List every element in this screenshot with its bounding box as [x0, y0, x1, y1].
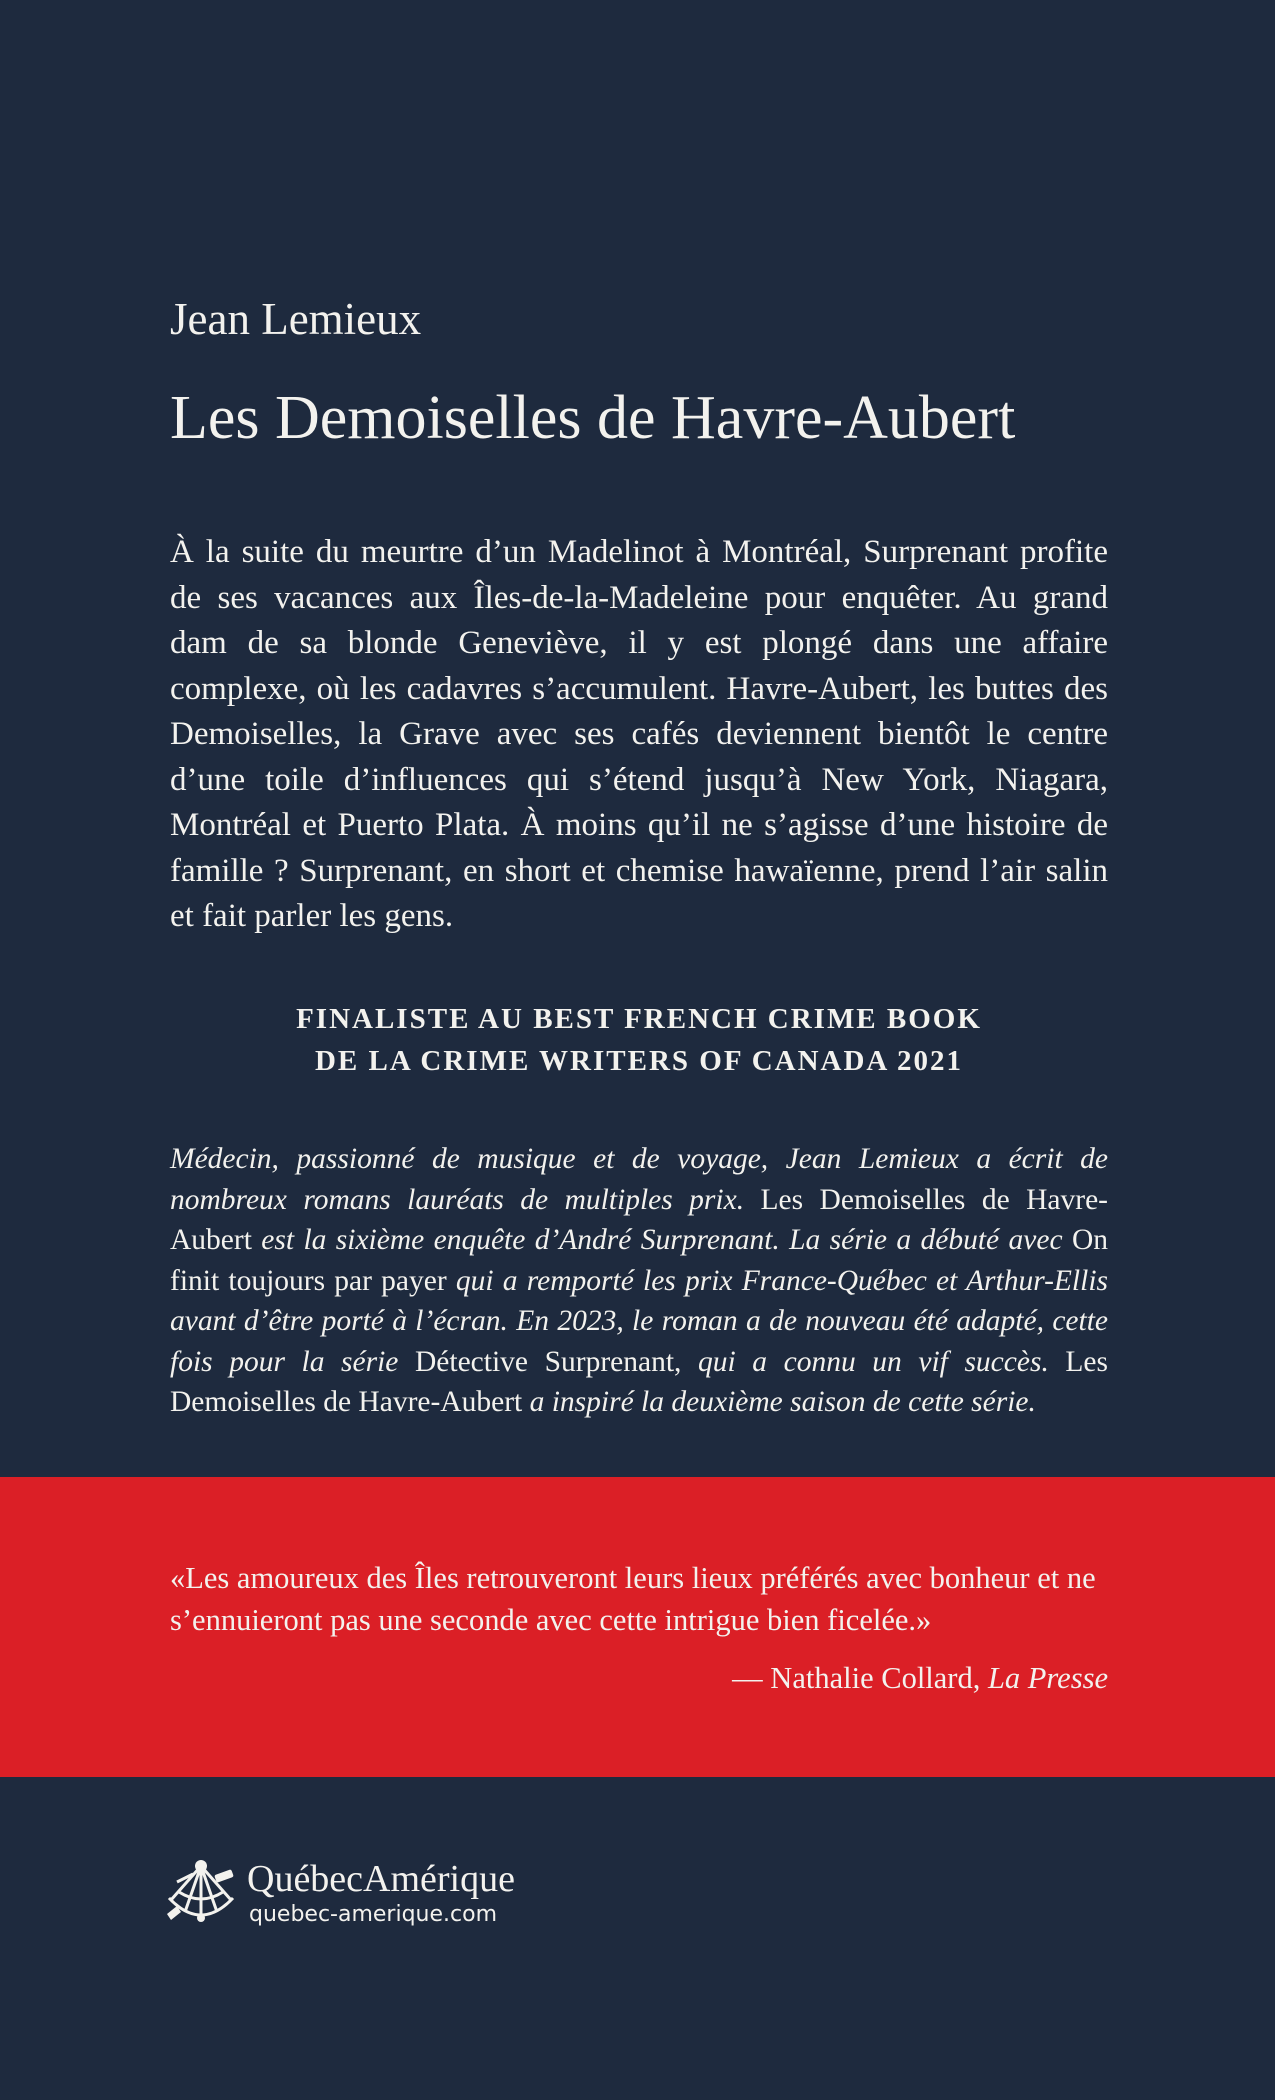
- review-band: [0, 1477, 1275, 1777]
- bio-part-1: Médecin, passionné de musique et de voyage, Jean Lemieux a écrit de nombreux romans lauréats de multiples prix.: [170, 1143, 1108, 1216]
- bio-part-2: Les Demoiselles de Havre-Aubert: [170, 1183, 1108, 1256]
- bio-part-3: est la sixième enquête d’André Surprenant. La série a débuté avec: [261, 1224, 1063, 1256]
- bio-part-8: Les Demoiselles de Havre-Aubert: [170, 1345, 1109, 1418]
- sextant-icon: [163, 1854, 239, 1930]
- review-source: La Presse: [987, 1661, 1108, 1695]
- author-bio: [170, 1139, 1108, 1423]
- publisher-logo: [163, 1852, 543, 1932]
- publisher-name: QuébecAmérique: [247, 1858, 515, 1900]
- bio-part-6: Détective Surprenant,: [398, 1345, 698, 1378]
- bio-part-5: qui a remporté les prix France-Québec et Arthur-Ellis avant d’être porté à l’écran. En 2023, le roman a de nouveau été adapté, cette fois pour la série: [170, 1264, 1108, 1378]
- bio-part-4: On finit toujours par payer: [170, 1224, 1108, 1297]
- award-notice: [170, 998, 1108, 1082]
- synopsis: À la suite du meurtre d’un Madelinot à Montréal, Surprenant profite de ses vacances aux Îles-de-la-Madeleine pour enquêter. Au grand dam de sa blonde Geneviève, il y est plongé dans une affaire complexe, où les cadavres s’accumulent. Havre-Aubert, les buttes des Demoiselles, la Grave avec ses cafés deviennent bientôt le centre d’une toile d’influences qui s’étend jusqu’à New York, Niagara, Montréal et Puerto Plata. À moins qu’il ne s’agisse d’une histoire de famille ? Surprenant, en short et chemise hawaïenne, prend l’air salin et fait parler les gens.: [170, 534, 1108, 934]
- award-line-1: FINALISTE AU BEST FRENCH CRIME BOOK: [296, 1003, 982, 1035]
- review-quote: «Les amoureux des Îles retrouveront leurs lieux préférés avec bonheur et ne s’ennuieront pas une seconde avec cette intrigue bien ficelée.»: [170, 1561, 1096, 1637]
- bio-part-9: a inspiré la deuxième saison de cette série.: [529, 1386, 1036, 1418]
- review-author: — Nathalie Collard,: [732, 1661, 988, 1695]
- publisher-url: quebec-amerique.com: [249, 1902, 498, 1927]
- bio-part-7: qui a connu un vif succès.: [698, 1345, 1049, 1378]
- review-attribution: [732, 1657, 1108, 1699]
- book-title: Les Demoiselles de Havre-Aubert: [170, 384, 1016, 452]
- author-name: Jean Lemieux: [170, 294, 422, 344]
- award-line-2: DE LA CRIME WRITERS OF CANADA 2021: [314, 1045, 964, 1077]
